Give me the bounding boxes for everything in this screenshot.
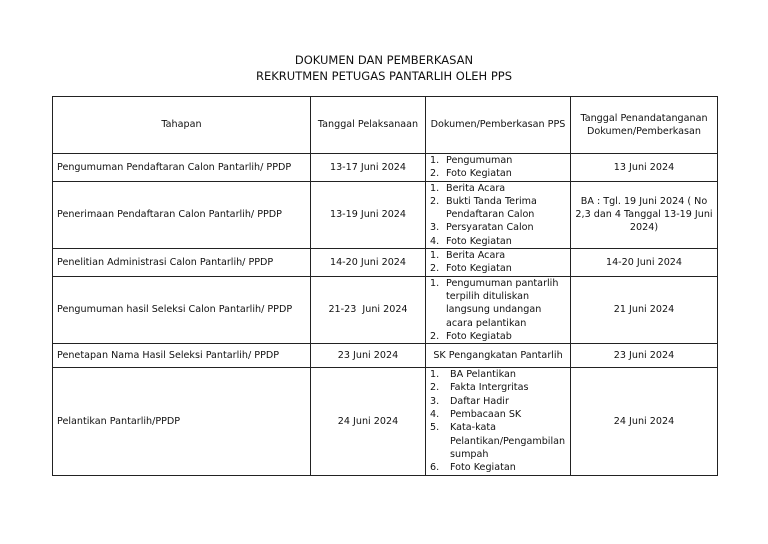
document-list [430, 249, 566, 276]
header-tahapan: Tahapan [53, 97, 311, 154]
cell-penandatanganan: 14-20 Juni 2024 [571, 249, 718, 277]
table-row [53, 249, 718, 277]
list-item: 2. Foto Kegiatan [430, 263, 512, 275]
cell-tanggal: 23 Juni 2024 [311, 344, 426, 368]
cell-penandatanganan: 13 Juni 2024 [571, 154, 718, 182]
list-item: 2. Fakta Intergritas [430, 382, 529, 394]
document-list [430, 368, 566, 474]
table-row [53, 344, 718, 368]
cell-tanggal: 13-19 Juni 2024 [311, 181, 426, 248]
table-row [53, 368, 718, 475]
title-line-1: DOKUMEN DAN PEMBERKASAN [294, 53, 474, 67]
cell-dokumen [426, 249, 571, 277]
cell-dokumen [426, 154, 571, 182]
list-item: 1. Berita Acara [430, 250, 506, 262]
cell-tanggal: 13-17 Juni 2024 [311, 154, 426, 182]
list-item: 1. Pengumuman pantarlih terpilih dituliskan langsung undangan acara pelantikan [430, 277, 559, 329]
table-header-row [53, 97, 718, 154]
document-list [430, 277, 566, 343]
document-title [0, 52, 768, 84]
list-item: 2. Foto Kegiatab [430, 330, 512, 342]
list-item: 4. Pembacaan SK [430, 409, 522, 421]
cell-tahapan: Penerimaan Pendaftaran Calon Pantarlih/ PPDP [53, 181, 311, 248]
document-list [430, 182, 566, 248]
cell-penandatanganan: BA : Tgl. 19 Juni 2024 ( No 2,3 dan 4 Tanggal 13-19 Juni 2024) [571, 181, 718, 248]
cell-penandatanganan: 21 Juni 2024 [571, 276, 718, 343]
cell-tanggal: 14-20 Juni 2024 [311, 249, 426, 277]
cell-tahapan: Pengumuman Pendaftaran Calon Pantarlih/ PPDP [53, 154, 311, 182]
cell-penandatanganan: 23 Juni 2024 [571, 344, 718, 368]
list-item: 1. BA Pelantikan [430, 369, 516, 381]
table-row [53, 154, 718, 182]
table-row [53, 181, 718, 248]
cell-tahapan: Penetapan Nama Hasil Seleksi Pantarlih/ PPDP [53, 344, 311, 368]
list-item: 1. Pengumuman [430, 155, 513, 166]
header-dokumen: Dokumen/Pemberkasan PPS [426, 97, 571, 154]
list-item: 3. Persyaratan Calon [430, 222, 534, 234]
title-line-2: REKRUTMEN PETUGAS PANTARLIH OLEH PPS [255, 69, 512, 83]
header-tanggal-penandatanganan: Tanggal Penandatanganan Dokumen/Pemberkasan [571, 97, 718, 154]
list-item: 4. Foto Kegiatan [430, 235, 512, 247]
header-tanggal-pelaksanaan: Tanggal Pelaksanaan [311, 97, 426, 154]
cell-dokumen [426, 276, 571, 343]
list-item: 5. Kata-kata Pelantikan/Pengambilan sumpah [430, 422, 566, 460]
cell-tahapan: Penelitian Administrasi Calon Pantarlih/ PPDP [53, 249, 311, 277]
list-item: 2. Bukti Tanda Terima Pendaftaran Calon [430, 195, 537, 221]
schedule-table [52, 96, 718, 476]
list-item: 3. Daftar Hadir [430, 395, 509, 407]
cell-penandatanganan: 24 Juni 2024 [571, 368, 718, 475]
list-item: 6. Foto Kegiatan [430, 462, 516, 474]
cell-tanggal: 21-23 Juni 2024 [311, 276, 426, 343]
cell-dokumen: SK Pengangkatan Pantarlih [426, 344, 571, 368]
table-row [53, 276, 718, 343]
list-item: 1. Berita Acara [430, 182, 506, 194]
document-list [430, 154, 566, 181]
cell-tahapan: Pelantikan Pantarlih/PPDP [53, 368, 311, 475]
cell-dokumen [426, 181, 571, 248]
cell-tanggal: 24 Juni 2024 [311, 368, 426, 475]
cell-tahapan: Pengumuman hasil Seleksi Calon Pantarlih/ PPDP [53, 276, 311, 343]
list-item: 2. Foto Kegiatan [430, 168, 512, 180]
cell-dokumen [426, 368, 571, 475]
